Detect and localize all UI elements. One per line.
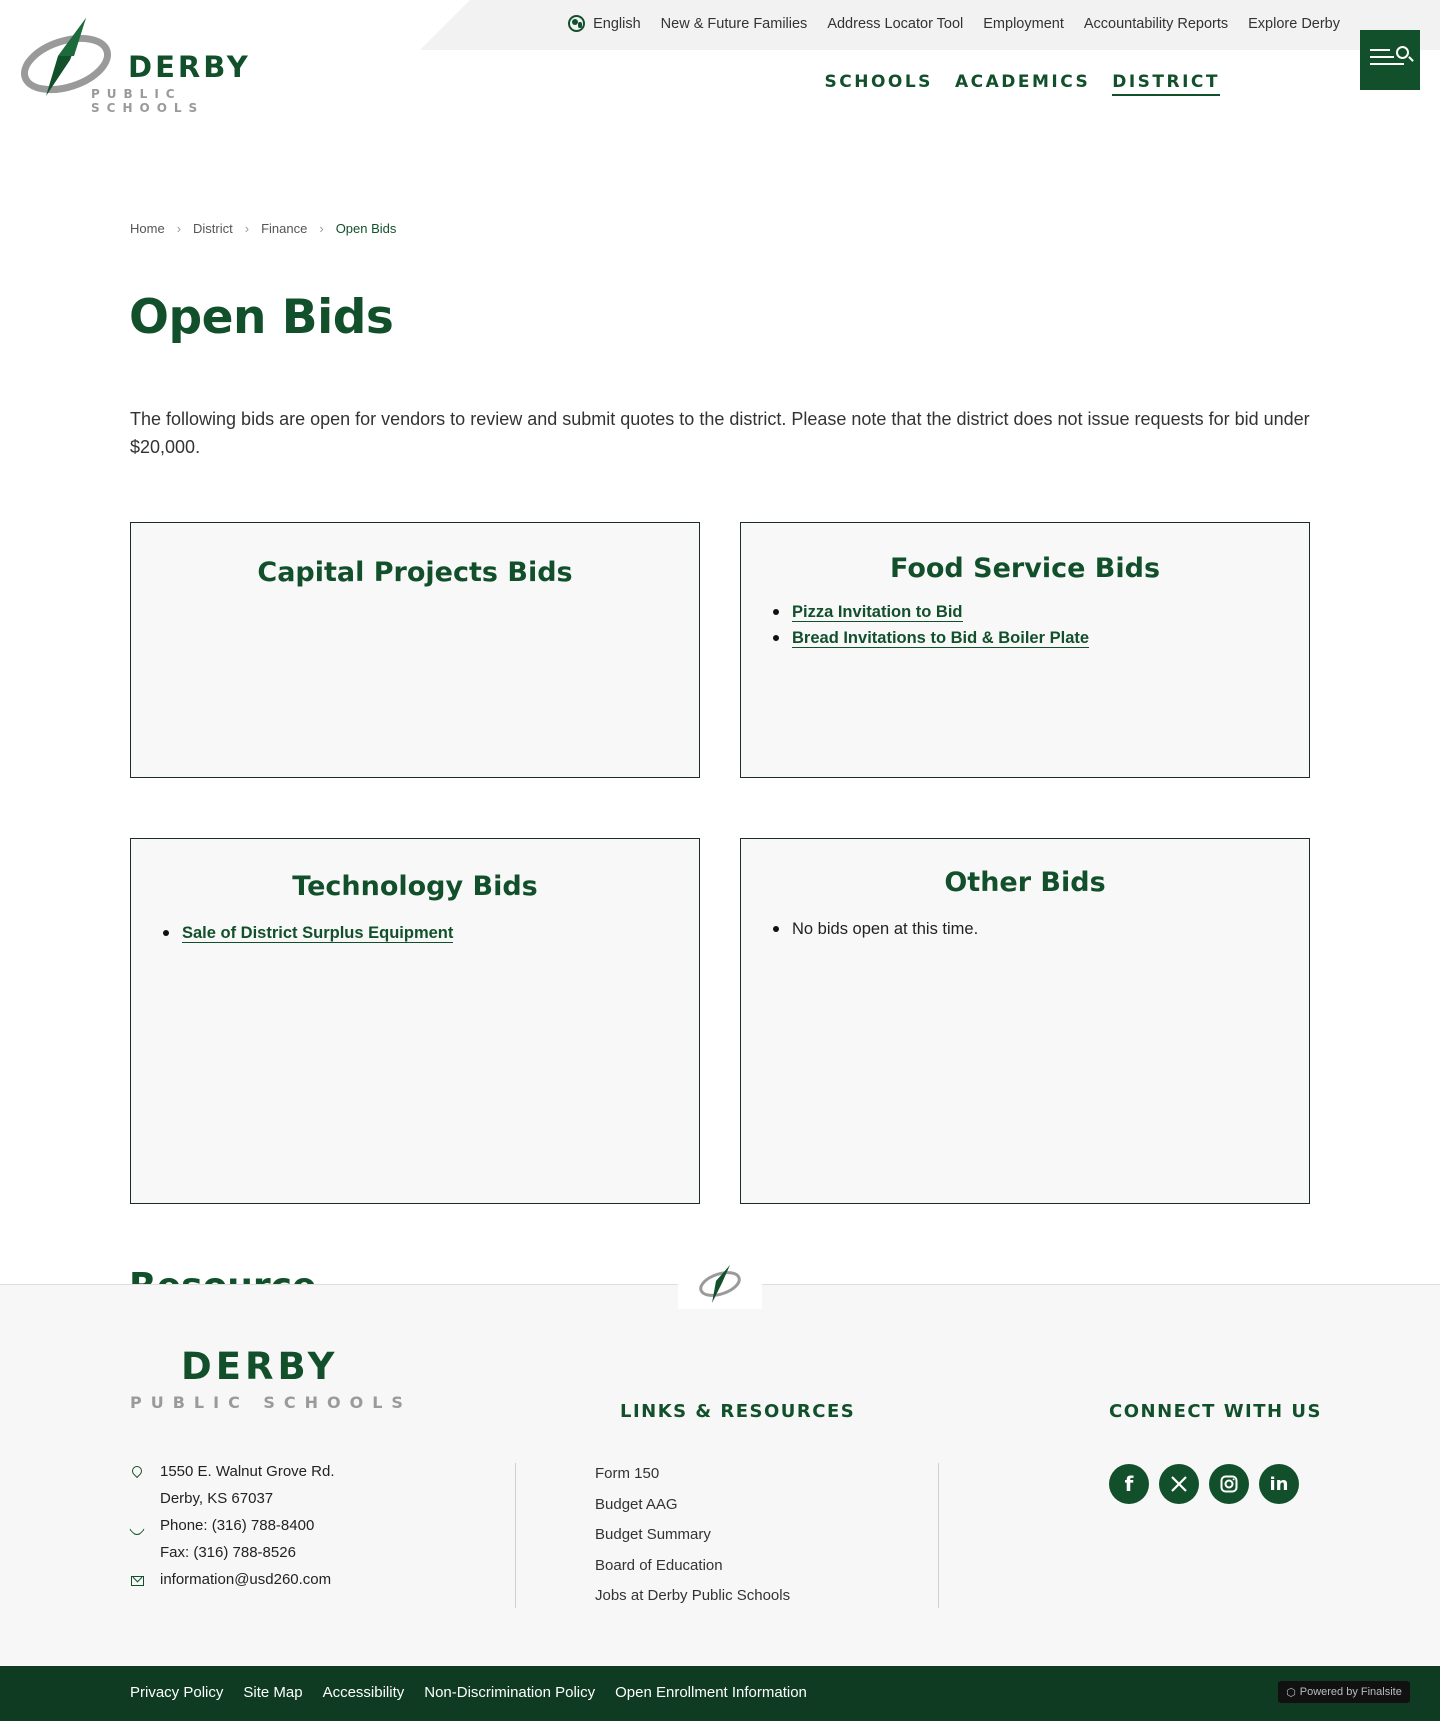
address-line-2: Derby, KS 67037 <box>160 1490 274 1507</box>
social-links <box>1109 1464 1299 1504</box>
instagram-icon[interactable] <box>1209 1464 1249 1504</box>
linkedin-icon[interactable]: in <box>1259 1464 1299 1504</box>
footer-bottom-bar <box>0 1666 1440 1721</box>
phone-row <box>130 1517 335 1544</box>
finalsite-icon: ⬡ <box>1286 1686 1296 1699</box>
search-icon <box>1396 46 1409 59</box>
mail-icon <box>131 1576 144 1586</box>
legal-nav <box>130 1684 807 1701</box>
accessibility-link[interactable]: Accessibility <box>322 1684 405 1701</box>
list-item <box>771 599 1309 625</box>
non-discrimination-link[interactable]: Non-Discrimination Policy <box>424 1684 596 1701</box>
x-icon[interactable] <box>1159 1464 1199 1504</box>
hamburger-icon <box>1370 49 1396 70</box>
footer-link-budget-summary[interactable]: Budget Summary <box>595 1526 711 1543</box>
list-item <box>161 920 699 946</box>
address-row-2 <box>130 1490 335 1517</box>
site-header <box>0 0 1440 130</box>
footer-logo-wordmark: DERBY <box>181 1345 339 1388</box>
fax-number: Fax: (316) 788-8526 <box>160 1544 296 1561</box>
site-footer <box>0 1284 1440 1666</box>
nav-academics[interactable]: ACADEMICS <box>954 72 1091 92</box>
resources-heading <box>129 1262 316 1284</box>
utility-nav <box>568 15 1340 32</box>
globe-icon <box>568 15 585 32</box>
util-link-explore-derby[interactable]: Explore Derby <box>1248 15 1340 32</box>
list-item: No bids open at this time. <box>771 916 1309 942</box>
logo-subtitle: PUBLIC SCHOOLS <box>91 87 205 115</box>
breadcrumb <box>130 221 396 236</box>
util-link-employment[interactable]: Employment <box>983 15 1064 32</box>
chevron-right-icon: › <box>244 221 250 236</box>
contact-info <box>130 1463 335 1598</box>
email-link[interactable]: information@usd260.com <box>160 1571 332 1588</box>
chevron-right-icon: › <box>319 221 324 236</box>
footer-emblem <box>678 1259 762 1309</box>
bid-list <box>771 916 1309 942</box>
links-resources-list <box>595 1465 790 1618</box>
footer-divider <box>515 1463 516 1608</box>
other-bids-card <box>740 838 1310 1204</box>
intro-text: The following bids are open for vendors to review and submit quotes to the district. Please note that the district does not issue requests for bid under $20,000. <box>130 409 1310 457</box>
food-service-card <box>740 522 1310 778</box>
nav-district[interactable]: DISTRICT <box>1112 72 1220 96</box>
footer-divider <box>938 1463 939 1608</box>
email-row <box>130 1571 335 1598</box>
facebook-icon[interactable]: f <box>1109 1464 1149 1504</box>
footer-link-jobs[interactable]: Jobs at Derby Public Schools <box>595 1587 791 1604</box>
util-link-address-locator[interactable]: Address Locator Tool <box>827 15 964 32</box>
card-title: Capital Projects Bids <box>257 557 573 588</box>
footer-logo-subtitle: PUBLIC SCHOOLS <box>130 1393 412 1412</box>
footer-link-budget-aag[interactable]: Budget AAG <box>595 1495 678 1513</box>
language-label: English <box>593 15 641 32</box>
bid-list <box>161 920 699 946</box>
main-nav <box>825 72 1221 96</box>
page-title: Open Bids <box>129 290 394 345</box>
card-title: Other Bids <box>944 867 1106 898</box>
nav-schools[interactable]: SCHOOLS <box>824 72 933 92</box>
language-selector[interactable] <box>568 15 641 32</box>
fax-row <box>130 1544 335 1571</box>
powered-by-label: Powered by Finalsite <box>1299 1686 1402 1698</box>
address-line-1: 1550 E. Walnut Grove Rd. <box>160 1463 335 1480</box>
site-map-link[interactable]: Site Map <box>243 1684 303 1701</box>
footer-link-form-150[interactable]: Form 150 <box>595 1465 660 1482</box>
bid-link-bread[interactable]: Bread Invitations to Bid & Boiler Plate <box>792 629 1090 647</box>
bid-link-pizza[interactable]: Pizza Invitation to Bid <box>792 603 963 621</box>
breadcrumb-home[interactable]: Home <box>130 221 165 236</box>
address-row <box>130 1463 335 1490</box>
breadcrumb-finance[interactable]: Finance <box>261 221 308 236</box>
links-resources-title: LINKS & RESOURCES <box>620 1401 856 1422</box>
util-link-accountability[interactable]: Accountability Reports <box>1083 15 1229 32</box>
menu-search-button[interactable] <box>1360 30 1420 90</box>
technology-card <box>130 838 700 1204</box>
card-title: Technology Bids <box>292 871 538 902</box>
bid-list <box>771 599 1309 651</box>
connect-title: CONNECT WITH US <box>1109 1401 1322 1422</box>
util-link-new-families[interactable]: New & Future Families <box>660 15 808 32</box>
breadcrumb-district[interactable]: District <box>193 221 233 236</box>
capital-projects-card <box>130 522 700 778</box>
card-title: Food Service Bids <box>889 553 1161 584</box>
breadcrumb-current: Open Bids <box>335 221 397 236</box>
phone-icon <box>129 1521 146 1538</box>
powered-by-badge[interactable] <box>1278 1681 1410 1703</box>
open-enrollment-link[interactable]: Open Enrollment Information <box>615 1684 807 1701</box>
privacy-policy-link[interactable]: Privacy Policy <box>130 1684 224 1701</box>
footer-link-board-of-education[interactable]: Board of Education <box>595 1556 723 1574</box>
map-pin-icon <box>130 1464 144 1478</box>
chevron-right-icon: › <box>176 221 182 236</box>
bid-link-surplus[interactable]: Sale of District Surplus Equipment <box>182 924 454 942</box>
list-item <box>771 625 1309 651</box>
site-logo[interactable] <box>18 16 298 115</box>
compass-star-icon <box>678 1259 762 1309</box>
phone-link[interactable]: Phone: (316) 788-8400 <box>160 1517 315 1534</box>
logo-wordmark: DERBY <box>128 50 251 84</box>
